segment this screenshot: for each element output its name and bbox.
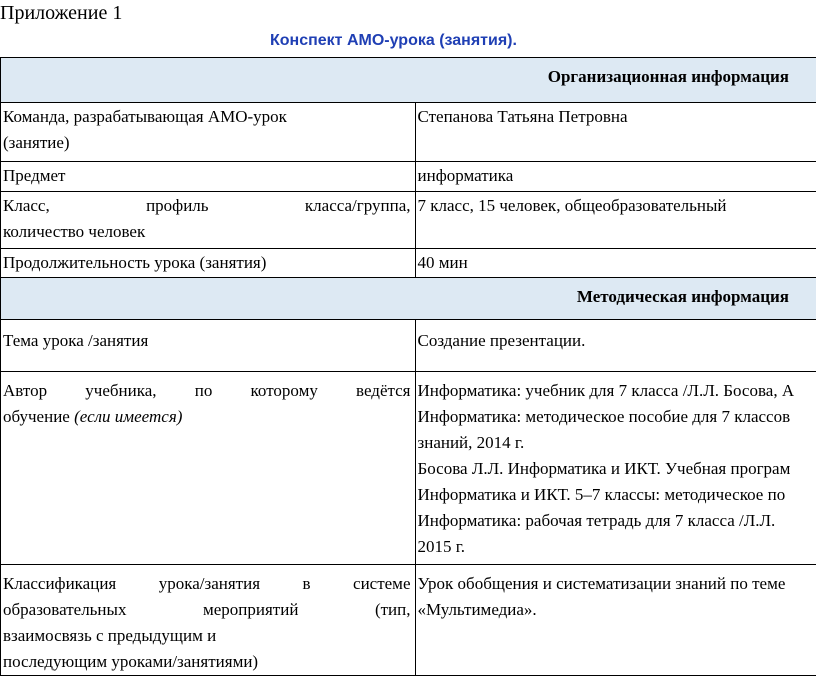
author-label-line: Автор учебника, по которому ведётся [3, 381, 411, 400]
section-row-methodical [1, 278, 816, 320]
class-value: 7 класс, 15 человек, общеобразовательный [415, 192, 816, 249]
author-label [1, 372, 416, 565]
section-heading-organizational: Организационная информация [1, 58, 816, 103]
team-label-line: Команда, разрабатывающая АМО-урок [3, 107, 287, 126]
classification-label-line: взаимосвязь с предыдущим и [3, 626, 217, 645]
author-value-line: Информатика и ИКТ. 5–7 классы: методическое по [417, 485, 786, 504]
table-row [1, 249, 816, 278]
team-label [1, 103, 416, 162]
subject-value: информатика [415, 162, 816, 192]
author-label-line [3, 404, 411, 430]
class-label-line: Класс, профиль класса/группа, [3, 196, 411, 215]
document-title: Конспект АМО-урока (занятия). [270, 32, 517, 49]
author-value-line: Босова Л.Л. Информатика и ИКТ. Учебная програм [417, 459, 791, 478]
duration-label: Продолжительность урока (занятия) [1, 249, 416, 278]
duration-value: 40 мин [415, 249, 816, 278]
classification-label [1, 565, 416, 676]
classification-label-line: образовательных мероприятий (тип, [3, 600, 411, 619]
topic-value: Создание презентации. [415, 320, 816, 372]
subject-label: Предмет [1, 162, 416, 192]
topic-label: Тема урока /занятия [1, 320, 416, 372]
classification-label-line: Классификация урока/занятия в системе [3, 574, 411, 593]
appendix-label: Приложение 1 [0, 2, 123, 24]
classification-value-line: Урок обобщения и систематизации знаний по теме [417, 574, 786, 593]
table-row [1, 565, 816, 676]
table-row [1, 372, 816, 565]
table-row [1, 162, 816, 192]
author-label-text: обучение [3, 407, 75, 426]
author-value-line: Информатика: учебник для 7 класса /Л.Л. Босова, А [417, 381, 795, 400]
class-label-line: количество человек [3, 222, 146, 241]
classification-label-line: последующим уроками/занятиями) [3, 652, 259, 671]
class-label [1, 192, 416, 249]
team-value: Степанова Татьяна Петровна [415, 103, 816, 162]
author-value-line: Информатика: методическое пособие для 7 классов [417, 407, 791, 426]
lesson-info-table [0, 57, 816, 676]
table-row [1, 103, 816, 162]
section-row-organizational [1, 58, 816, 103]
table-row [1, 320, 816, 372]
section-heading-methodical: Методическая информация [1, 278, 816, 320]
table-row [1, 192, 816, 249]
team-label-line: (занятие) [3, 133, 70, 152]
author-value-line: 2015 г. [417, 537, 466, 556]
author-value-line: знаний, 2014 г. [417, 433, 525, 452]
classification-value-line: «Мультимедиа». [417, 600, 537, 619]
author-label-note: (если имеется) [74, 407, 183, 426]
author-values [415, 372, 816, 565]
author-value-line: Информатика: рабочая тетрадь для 7 класса /Л.Л. [417, 511, 776, 530]
classification-value [415, 565, 816, 676]
